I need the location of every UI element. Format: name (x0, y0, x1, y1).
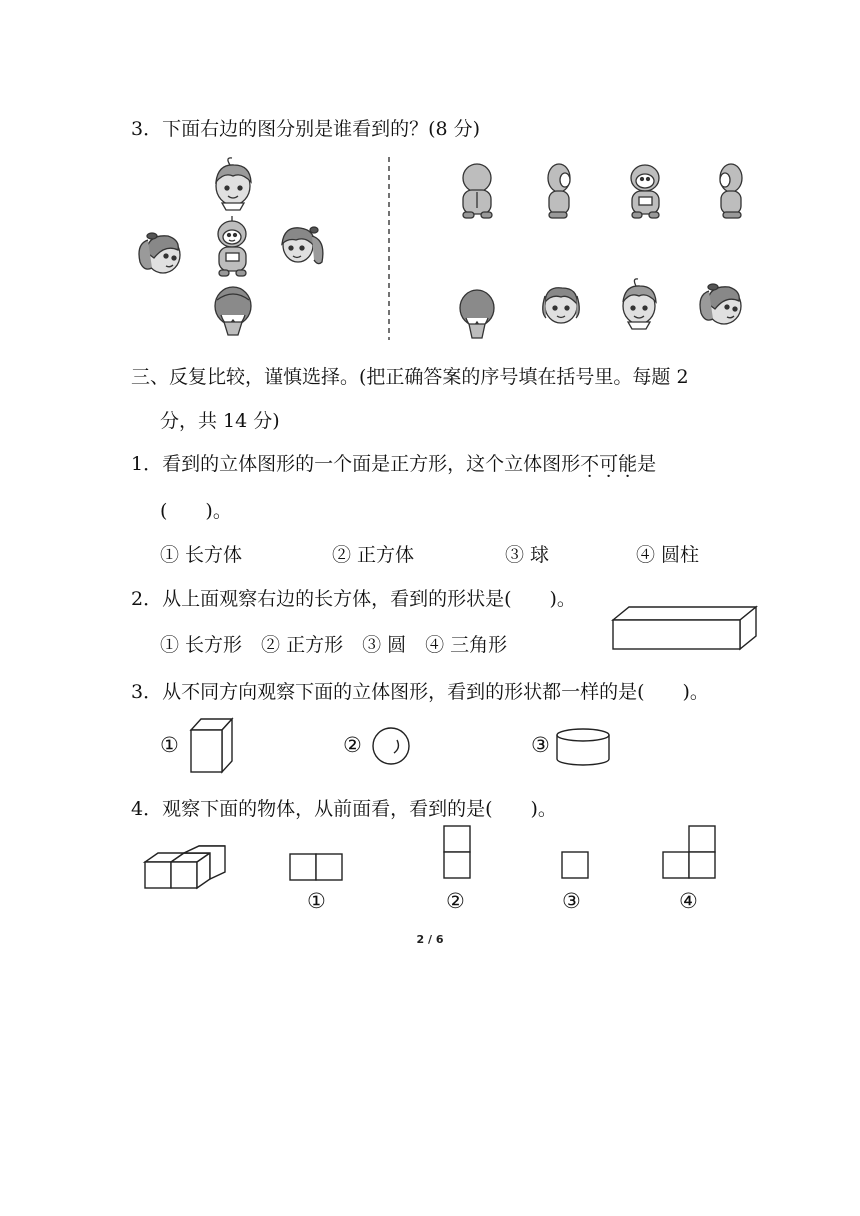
girl-side-face-icon (700, 284, 741, 324)
q3-shapes-text: 3．从不同方向观察下面的立体图形，看到的形状都一样的是( )。 (131, 681, 709, 703)
q1-option-1: ① 长方体 (160, 544, 243, 566)
q4-label-3: ③ (562, 889, 581, 913)
q1-text: 1．看到的立体图形的一个面是正方形，这个立体图形 (131, 453, 581, 475)
q2-options: ① 长方形 ② 正方形 ③ 圆 ④ 三角形 (160, 634, 508, 656)
q1-emph-3: 能 (618, 453, 638, 475)
q3-view-text: 3．下面右边的图分别是谁看到的？(8 分) (131, 118, 481, 140)
monkey-front-icon (631, 165, 659, 218)
section-heading-line2: 分，共 14 分) (160, 410, 280, 432)
monkey-right-side-icon (720, 164, 742, 218)
girl-face-icon (543, 288, 580, 323)
q3-label-2: ② (343, 733, 362, 757)
monkey-left-side-icon (548, 164, 570, 218)
q2-text: 2．从上面观察右边的长方体，看到的形状是( )。 (131, 588, 576, 610)
q4-label-4: ④ (679, 889, 698, 913)
page-number: 2 / 6 (416, 933, 444, 946)
boy-back-view-icon (460, 290, 494, 338)
monkey-back-icon (463, 164, 492, 218)
q4-label-2: ② (446, 889, 465, 913)
q3-label-3: ③ (531, 733, 550, 757)
q1-line1 (131, 452, 656, 476)
q1-line2: ( )。 (160, 500, 232, 522)
q1-emph-2: 可 (599, 453, 619, 475)
section-heading-line1: 三、反复比较，谨慎选择。(把正确答案的序号填在括号里。每题 2 (131, 366, 689, 388)
girl-left-icon (139, 233, 180, 273)
q1-emph-1: 不 (580, 453, 600, 475)
q1-option-4: ④ 圆柱 (636, 544, 700, 566)
q1-text-end: 是 (637, 453, 657, 475)
q1-option-3: ③ 球 (505, 544, 550, 566)
q1-option-2: ② 正方体 (332, 544, 415, 566)
q4-text: 4．观察下面的物体，从前面看，看到的是( )。 (131, 798, 557, 820)
girl-right-icon (282, 227, 323, 264)
monkey-center-icon (218, 216, 246, 276)
boy-top-icon (216, 158, 251, 210)
q4-label-1: ① (307, 889, 326, 913)
q3-label-1: ① (160, 733, 179, 757)
boy-face-icon (623, 279, 656, 329)
boy-bottom-icon (215, 287, 251, 335)
